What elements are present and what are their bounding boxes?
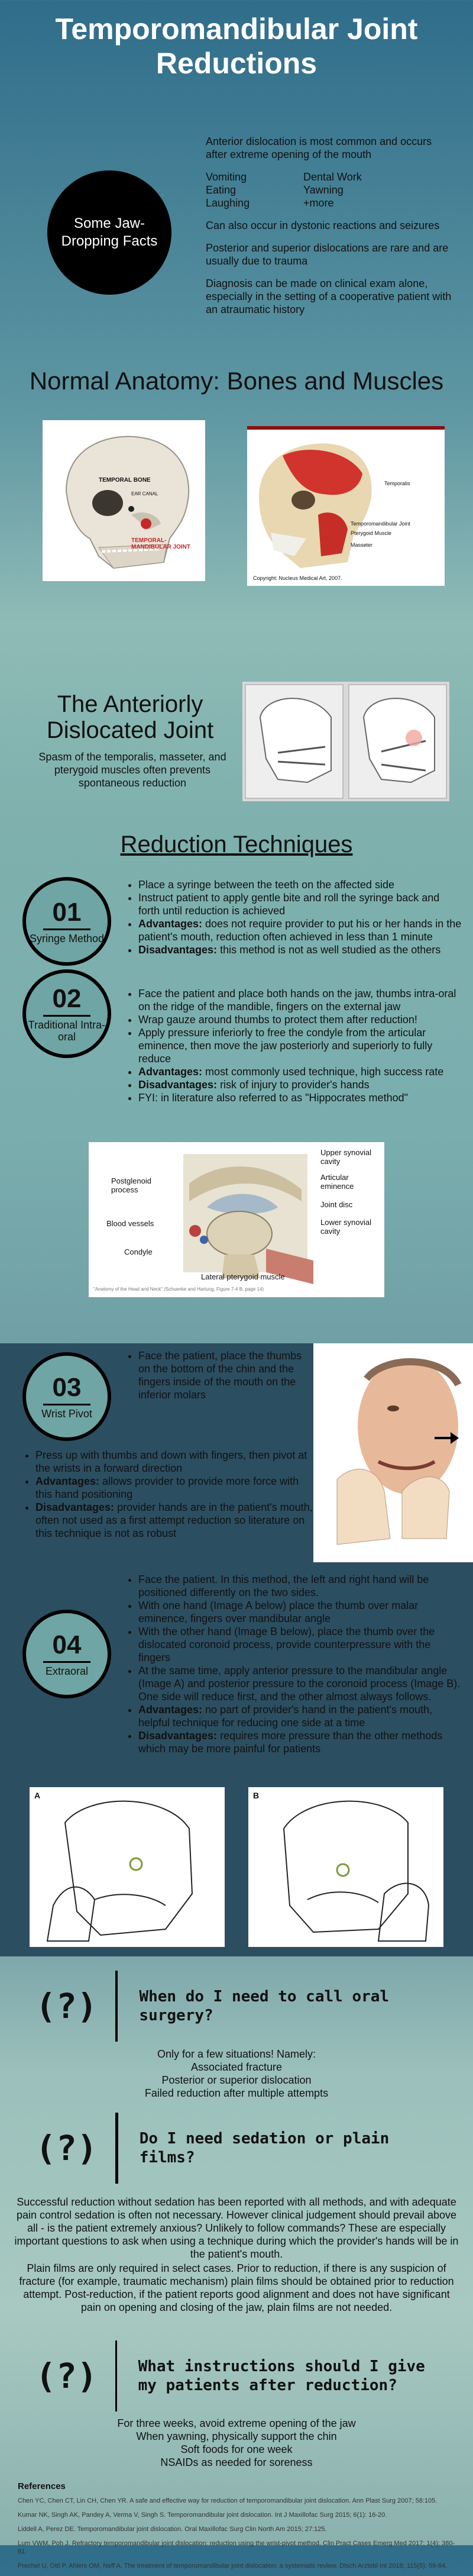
list-item: • Face the patient and place both hands on the jaw, thumbs intra-oral on the ridge of the mandible, fingers on the external jaw	[138, 987, 462, 1013]
list-item: • Advantages: no part of provider's hand in the patient's mouth, helpful technique for reducing one side at a time	[138, 1703, 462, 1729]
dislocated-image	[242, 682, 449, 801]
page-title: Temporomandibular Joint Reductions	[55, 12, 418, 80]
dislocated-heading: The Anteriorly Dislocated Joint	[46, 691, 214, 743]
facts-dystonic: Can also occur in dystonic reactions and seizures	[206, 220, 440, 231]
extraoral-images	[30, 1787, 443, 1947]
list-item: • Disadvantages: provider hands are in the patient's mouth, often not used as a first attempt reduction so literature on this technique is not as robust	[35, 1501, 313, 1540]
method-number: 03	[52, 1372, 82, 1402]
answer-instructions	[0, 2417, 473, 2469]
image-b-label: B	[253, 1791, 260, 1800]
references	[18, 2482, 455, 2576]
method-circle-syringe	[22, 877, 111, 966]
list-item: • Instruct patient to apply gentle bite and roll the syringe back and forth until reduction is achieved	[138, 891, 462, 917]
question-oral-surgery	[35, 1971, 449, 2042]
extraoral-illustration-b	[248, 1787, 443, 1947]
tmj-label-vessels: Blood vessels	[106, 1219, 154, 1228]
reference-item: Lum VWM, Poh J. Refractory temporomandibular joint dislocation: reduction using the wrist-pivot method. Clin Pract Cases Emerg Med 2017; 1(4): 380-81.	[18, 2540, 455, 2555]
cause-item: Dental Work	[303, 171, 362, 183]
method-label: Wrist Pivot	[41, 1407, 92, 1420]
question-sedation	[35, 2113, 449, 2184]
wrist-pivot-image	[313, 1343, 473, 1562]
facts-list	[206, 135, 454, 325]
divider	[43, 1404, 90, 1405]
list-item: • Disadvantages: risk of injury to provider's hands	[138, 1078, 462, 1091]
extraoral-steps	[125, 1573, 462, 1755]
references-heading: References	[18, 2481, 66, 2491]
skull-image	[43, 420, 205, 581]
answer-oral-surgery	[0, 2048, 473, 2100]
muscle-copyright: Copyright: Nucleus Medical Art, 2007.	[253, 575, 342, 581]
list-item: • Advantages: does not require provider to put his or her hands in the patient's mouth, reduction often achieved in less than 1 minute	[138, 917, 462, 943]
method-number: 02	[52, 984, 82, 1013]
facts-diagnosis: Diagnosis can be made on clinical exam alone, especially in the setting of a cooperative patient with an atraumatic history	[206, 278, 452, 315]
divider	[115, 2340, 117, 2411]
answer-line: For three weeks, avoid extreme opening of the jaw	[117, 2417, 356, 2429]
tmj-label-postglenoid: Postglenoid process	[111, 1176, 151, 1194]
answer-sedation-p2: Plain films are only required in select cases. Prior to reduction, if there is any suspicion of fracture (for example, traumatic mechanism) plain films should be obtained prior to reduction attempt. Post-reduction, if the patient reports good alignment and does not have significant pain on opening and closing of the jaw, plain films are not needed.	[19, 2262, 454, 2313]
divider	[43, 1661, 90, 1663]
tmj-label-condyle: Condyle	[124, 1247, 153, 1256]
extraoral-image-a	[30, 1787, 225, 1947]
method-number: 04	[52, 1630, 82, 1659]
cause-item: Eating	[206, 184, 237, 196]
tmj-anatomy-image	[89, 1142, 384, 1297]
list-item: • Face the patient. In this method, the left and right hand will be positioned differently on the two sides.	[138, 1573, 462, 1599]
wrist-steps	[22, 1449, 313, 1540]
reference-item: Chen YC, Chen CT, Lin CH, Chen YR. A safe and effective way for reduction of temporomandibular joint dislocation. Ann Plast Surg 2007; 58:105.	[18, 2497, 438, 2504]
list-item: • Wrap gauze around thumbs to protect them after reduction!	[138, 1013, 462, 1026]
question-text: What instructions should I give my patients after reduction?	[138, 2358, 425, 2394]
facts-circle-label: Some Jaw-Dropping Facts	[61, 215, 158, 249]
tmj-label-lateral: Lateral pterygoid muscle	[201, 1272, 285, 1281]
method-circle-extraoral	[22, 1610, 111, 1698]
muscle-label-temporalis: Temporalis	[384, 481, 410, 486]
list-item: • With the other hand (Image B below), place the thumb over the dislocated coronoid process, provide counterpressure with the fingers	[138, 1625, 462, 1664]
question-text: Do I need sedation or plain films?	[139, 2130, 390, 2166]
dislocated-illustration	[242, 682, 449, 801]
skull-label-tmj: TEMPORAL-MANDIBULAR JOINT	[131, 537, 190, 550]
divider	[43, 1015, 90, 1017]
answer-line: Soft foods for one week	[180, 2443, 293, 2455]
facts-circle	[47, 170, 171, 295]
skull-illustration	[43, 420, 205, 581]
question-instructions	[35, 2340, 449, 2411]
traditional-steps	[125, 987, 462, 1104]
divider	[115, 1971, 118, 2042]
answer-line: Only for a few situations! Namely:	[157, 2048, 316, 2060]
extraoral-image-b	[248, 1787, 443, 1947]
reference-item: Liddell A, Perez DE. Temporomandibular joint dislocation. Oral Maxillofac Surg Clin North Am 2015; 27:125.	[18, 2526, 327, 2533]
answer-line: Posterior or superior dislocation	[161, 2074, 312, 2086]
tmj-label-articular: Articular eminence	[320, 1173, 354, 1191]
list-item: • At the same time, apply anterior pressure to the mandibular angle (Image A) and posterior pressure to the coronoid process (Image B). One side will reduce first, and the other almost always follows.	[138, 1664, 462, 1703]
question-icon: (?)	[35, 2356, 98, 2396]
method-label: Extraoral	[45, 1665, 89, 1677]
method-circle-traditional	[22, 969, 111, 1058]
muscles-image	[247, 426, 445, 586]
answer-line: NSAIDs as needed for soreness	[160, 2456, 313, 2468]
answer-sedation-p1: Successful reduction without sedation has been reported with all methods, and with adequate pain control sedation is often not necessary. However clinical judgement should prevail above all - is the patient extremely anxious? Unlikely to follow commands? These are especially important questions to ask when using a technique during which the provider's hands will be in the patient's mouth.	[14, 2196, 459, 2260]
muscle-label-tmj: Temporomandibular Joint	[351, 521, 411, 527]
divider	[43, 928, 90, 930]
tmj-label-disc: Joint disc	[320, 1200, 353, 1209]
list-item: • With one hand (Image A below) place the thumb over malar eminence, fingers over mandibular angle	[138, 1599, 462, 1625]
reference-item: Prechel U, Ottl P, Ahlers OM, Neff A. The treatment of temporomandibular joint dislocation: a systematic review. Dtsch Arztebl Int 2018; 115(5): 59-64.	[18, 2562, 448, 2569]
list-item: • Disadvantages: this method is not as well studied as the others	[138, 943, 462, 956]
list-item: • Apply pressure inferiorly to free the condyle from the articular eminence, then move the jaw posteriorly and superiorly to fully reduce	[138, 1026, 462, 1065]
list-item: • Advantages: most commonly used technique, high success rate	[138, 1065, 462, 1078]
cause-item: Yawning	[303, 184, 344, 196]
tmj-label-lower-cavity: Lower synovial cavity	[320, 1218, 371, 1236]
question-text: When do I need to call oral surgery?	[139, 1988, 390, 2024]
muscles-illustration	[247, 426, 445, 586]
wrist-pivot-illustration	[313, 1343, 473, 1562]
facts-rare: Posterior and superior dislocations are rare and are usually due to trauma	[206, 242, 449, 267]
list-item: • Advantages: allows provider to provide more force with this hand positioning	[35, 1475, 313, 1501]
question-icon: (?)	[35, 1986, 98, 2026]
anatomy-heading: Normal Anatomy: Bones and Muscles	[29, 367, 444, 395]
list-item: • Disadvantages: requires more pressure than the other methods which may be more painful for patients	[138, 1729, 462, 1755]
cause-item: Laughing	[206, 197, 250, 209]
image-a-label: A	[34, 1791, 41, 1800]
list-item: • Face the patient, place the thumbs on the bottom of the chin and the fingers inside of the mouth on the inferior molars	[138, 1349, 316, 1401]
method-label: Syringe Method	[29, 932, 105, 944]
wrist-steps-top	[125, 1349, 316, 1401]
extraoral-illustration-a	[30, 1787, 225, 1947]
cause-item: +more	[303, 197, 334, 209]
facts-intro: Anterior dislocation is most common and occurs after extreme opening of the mouth	[206, 136, 432, 160]
cause-item: Vomiting	[206, 171, 247, 183]
method-number: 01	[52, 897, 82, 927]
muscle-label-pterygoid: Pterygoid Muscle	[351, 530, 392, 536]
muscle-label-masseter: Masseter	[351, 542, 373, 548]
answer-line: Associated fracture	[190, 2061, 283, 2073]
skull-label-temporal-bone: TEMPORAL BONE	[99, 477, 151, 483]
answer-line: When yawning, physically support the chin	[136, 2430, 337, 2442]
facts-causes	[206, 170, 401, 209]
list-item: • Press up with thumbs and down with fingers, then pivot at the wrists in a forward direction	[35, 1449, 313, 1475]
syringe-steps	[125, 878, 462, 956]
reference-item: Kumar NK, Singh AK, Pandey A, Verma V, Singh S. Temporomandibular joint dislocation. Int J Maxillofac Surg 2015; 6(1): 16-20.	[18, 2511, 387, 2519]
tmj-caption: "Anatomy of the Head and Neck" (Schuenke and Hartung, Figure 7-4 B, page 14)	[93, 1287, 264, 1292]
answer-line: Failed reduction after multiple attempts	[144, 2087, 329, 2099]
dislocated-text: Spasm of the temporalis, masseter, and pterygoid muscles often prevents spontaneous reduction	[38, 751, 226, 789]
tmj-label-upper-cavity: Upper synovial cavity	[320, 1148, 371, 1166]
divider	[115, 2113, 118, 2184]
list-item: • FYI: in literature also referred to as "Hippocrates method"	[138, 1091, 462, 1104]
skull-label-ear-canal: EAR CANAL	[131, 491, 158, 496]
method-label: Traditional Intra-oral	[28, 1018, 106, 1043]
techniques-heading: Reduction Techniques	[120, 831, 353, 857]
question-icon: (?)	[35, 2128, 98, 2168]
list-item: • Place a syringe between the teeth on the affected side	[138, 878, 462, 891]
method-circle-wrist	[22, 1352, 111, 1441]
